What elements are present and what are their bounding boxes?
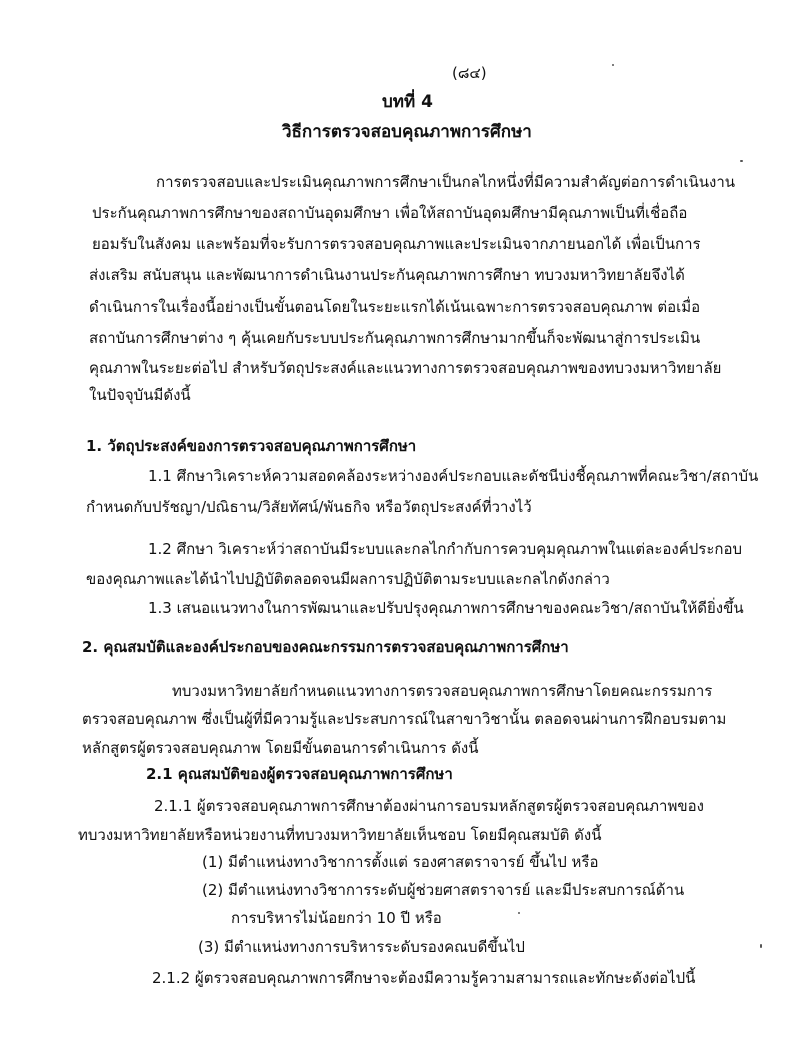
qualification-item: (2) มีตำแหน่งทางวิชาการระดับผู้ช่วยศาสตราจารย์ และมีประสบการณ์ด้าน [202, 881, 685, 899]
scan-speck [760, 944, 762, 948]
item-2-1-1-line: ทบวงมหาวิทยาลัยหรือหน่วยงานที่ทบวงมหาวิทยาลัยเห็นชอบ โดยมีคุณสมบัติ ดังนี้ [78, 826, 602, 844]
section-1-heading: 1. วัตถุประสงค์ของการตรวจสอบคุณภาพการศึกษา [86, 437, 417, 455]
scan-speck [612, 64, 614, 66]
item-1-1-line: กำหนดกับปรัชญา/ปณิธาน/วิสัยทัศน์/พันธกิจ หรือวัตถุประสงค์ที่วางไว้ [86, 498, 532, 516]
intro-line: ส่งเสริม สนับสนุน และพัฒนาการดำเนินงานประกันคุณภาพการศึกษา ทบวงมหาวิทยาลัยจึงได้ [89, 266, 685, 284]
intro-line: สถาบันการศึกษาต่าง ๆ คุ้นเคยกับระบบประกันคุณภาพการศึกษามากขึ้นก็จะพัฒนาสู่การประเมิน [89, 329, 701, 347]
scan-speck [740, 160, 743, 162]
intro-line: ประกันคุณภาพการศึกษาของสถาบันอุดมศึกษา เพื่อให้สถาบันอุดมศึกษามีคุณภาพเป็นที่เชื่อถือ [92, 204, 688, 222]
item-1-3: 1.3 เสนอแนวทางในการพัฒนาและปรับปรุงคุณภาพการศึกษาของคณะวิชา/สถาบันให้ดียิ่งขึ้น [148, 599, 744, 617]
item-2-1-1-line: 2.1.1 ผู้ตรวจสอบคุณภาพการศึกษาต้องผ่านการอบรมหลักสูตรผู้ตรวจสอบคุณภาพของ [154, 797, 704, 815]
chapter-title: วิธีการตรวจสอบคุณภาพการศึกษา [282, 122, 532, 142]
item-1-2-line: 1.2 ศึกษา วิเคราะห์ว่าสถาบันมีระบบและกลไกกำกับการควบคุมคุณภาพในแต่ละองค์ประกอบ [148, 540, 743, 558]
intro-line: ในปัจจุบันมีดังนี้ [89, 386, 191, 404]
intro-line: การตรวจสอบและประเมินคุณภาพการศึกษาเป็นกลไกหนึ่งที่มีความสำคัญต่อการดำเนินงาน [156, 173, 736, 191]
sub-2-1-heading: 2.1 คุณสมบัติของผู้ตรวจสอบคุณภาพการศึกษา [146, 765, 453, 783]
section-2-intro-line: ตรวจสอบคุณภาพ ซึ่งเป็นผู้ที่มีความรู้และประสบการณ์ในสาขาวิชานั้น ตลอดจนผ่านการฝึกอบรมตาม [82, 710, 727, 728]
intro-line: ดำเนินการในเรื่องนี้อย่างเป็นขั้นตอนโดยในระยะแรกได้เน้นเฉพาะการตรวจสอบคุณภาพ ต่อเมื่อ [89, 298, 701, 316]
item-1-2-line: ของคุณภาพและได้นำไปปฏิบัติตลอดจนมีผลการปฏิบัติตามระบบและกลไกดังกล่าว [86, 570, 610, 588]
qualification-item: (1) มีตำแหน่งทางวิชาการตั้งแต่ รองศาสตราจารย์ ขึ้นไป หรือ [202, 853, 599, 871]
item-2-1-2: 2.1.2 ผู้ตรวจสอบคุณภาพการศึกษาจะต้องมีความรู้ความสามารถและทักษะดังต่อไปนี้ [152, 969, 696, 987]
intro-line: ยอมรับในสังคม และพร้อมที่จะรับการตรวจสอบคุณภาพและประเมินจากภายนอกได้ เพื่อเป็นการ [92, 235, 701, 253]
section-2-intro-line: หลักสูตรผู้ตรวจสอบคุณภาพ โดยมีขั้นตอนการดำเนินการ ดังนี้ [82, 739, 479, 757]
qualification-item: (3) มีตำแหน่งทางการบริหารระดับรองคณบดีขึ้นไป [198, 938, 525, 956]
page-number: (๘๔) [452, 64, 487, 82]
intro-line: คุณภาพในระยะต่อไป สำหรับวัตถุประสงค์และแนวทางการตรวจสอบคุณภาพของทบวงมหาวิทยาลัย [89, 359, 722, 377]
chapter-heading: บทที่ 4 [382, 92, 433, 112]
qualification-continuation: การบริหารไม่น้อยกว่า 10 ปี หรือ [231, 909, 442, 927]
scan-speck [518, 912, 520, 914]
section-2-heading: 2. คุณสมบัติและองค์ประกอบของคณะกรรมการตรวจสอบคุณภาพการศึกษา [82, 638, 569, 656]
section-2-intro-line: ทบวงมหาวิทยาลัยกำหนดแนวทางการตรวจสอบคุณภาพการศึกษาโดยคณะกรรมการ [172, 682, 713, 700]
item-1-1-line: 1.1 ศึกษาวิเคราะห์ความสอดคล้องระหว่างองค์ประกอบและดัชนีบ่งชี้คุณภาพที่คณะวิชา/สถาบัน [148, 467, 759, 485]
